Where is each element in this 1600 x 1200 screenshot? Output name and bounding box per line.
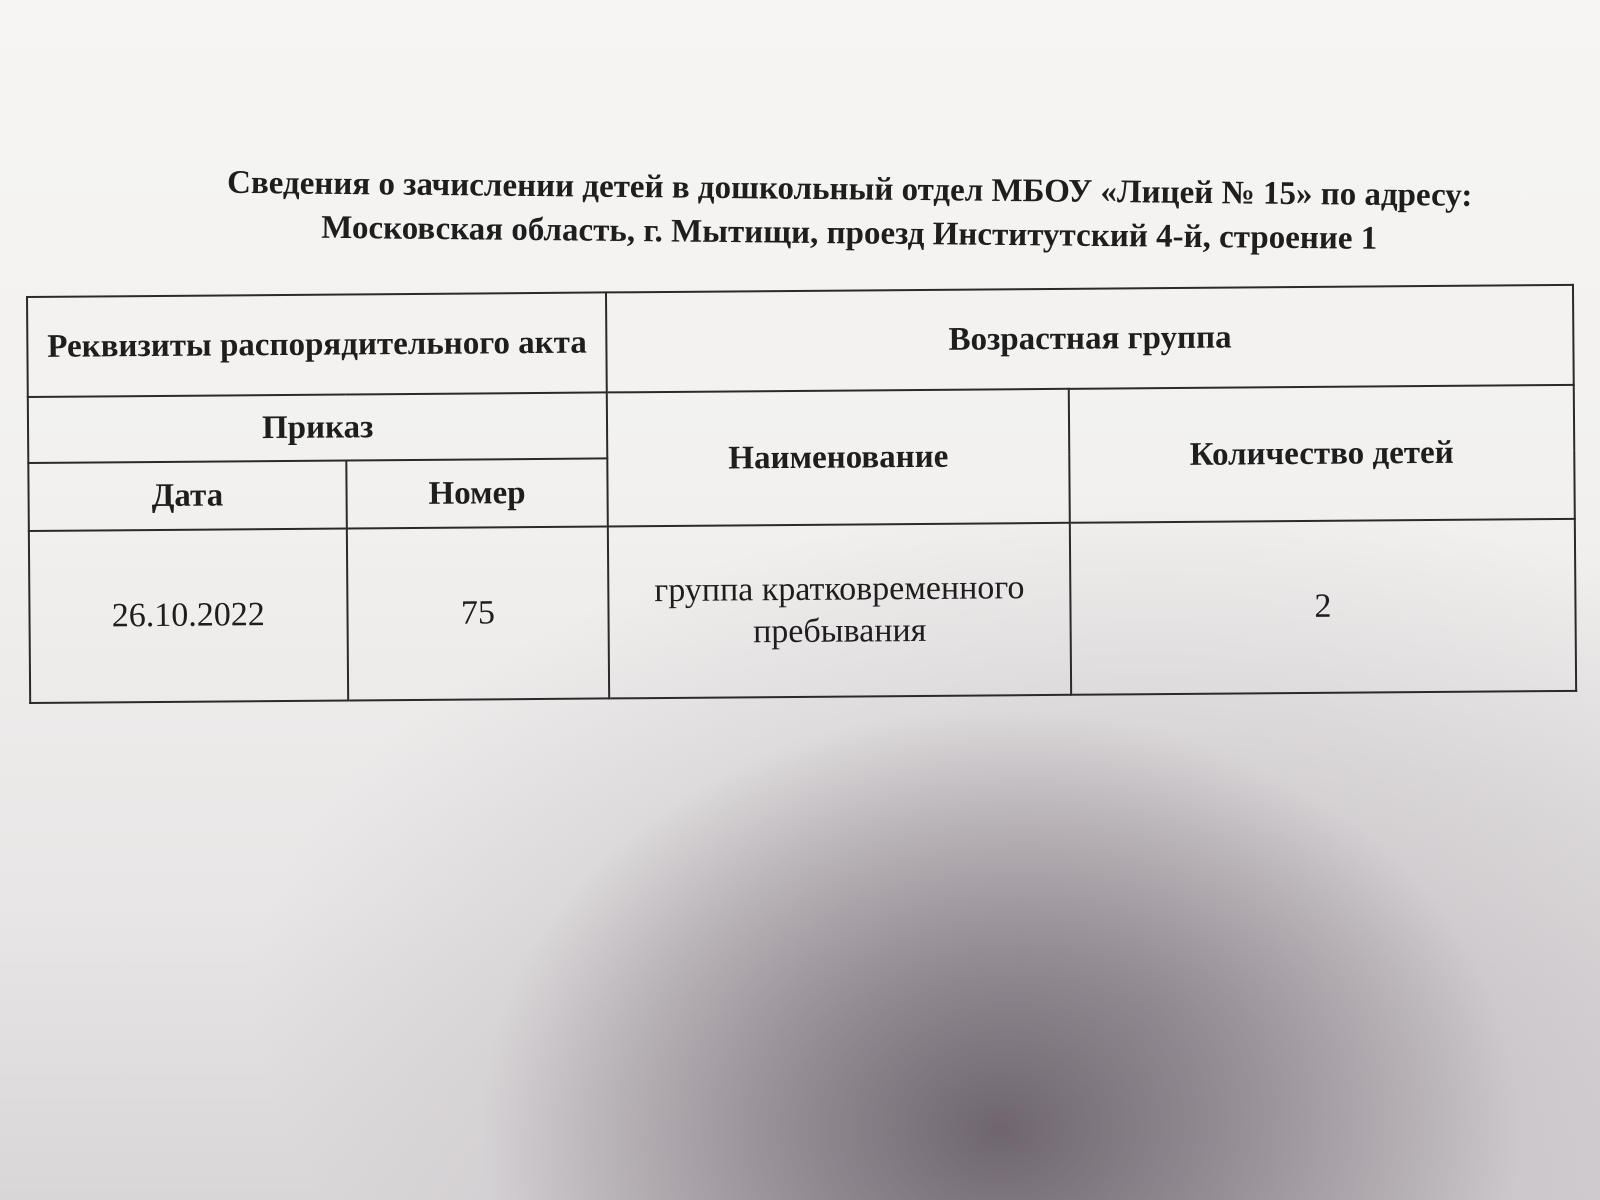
enrollment-table bbox=[26, 284, 1577, 704]
header-number: Номер bbox=[346, 458, 608, 528]
cell-group-name: группа кратковременного пребывания bbox=[608, 523, 1071, 699]
header-age-group: Возрастная группа bbox=[606, 285, 1573, 393]
title-line-1: Сведения о зачислении детей в дошкольный отдел МБОУ «Лицей № 15» по адресу: bbox=[226, 164, 1473, 214]
header-date: Дата bbox=[28, 460, 346, 530]
cell-date: 26.10.2022 bbox=[29, 528, 348, 702]
header-order: Приказ bbox=[28, 392, 608, 463]
header-children-count: Количество детей bbox=[1069, 385, 1575, 523]
table-row bbox=[29, 519, 1576, 703]
header-name: Наименование bbox=[607, 389, 1070, 527]
header-requisites: Реквизиты распорядительного акта bbox=[27, 292, 607, 397]
title-line-2: Московская область, г. Мытищи, проезд Институтский 4-й, строение 1 bbox=[321, 209, 1378, 257]
cell-number: 75 bbox=[346, 526, 609, 700]
cell-children-count: 2 bbox=[1070, 519, 1577, 695]
document-title bbox=[149, 160, 1550, 263]
